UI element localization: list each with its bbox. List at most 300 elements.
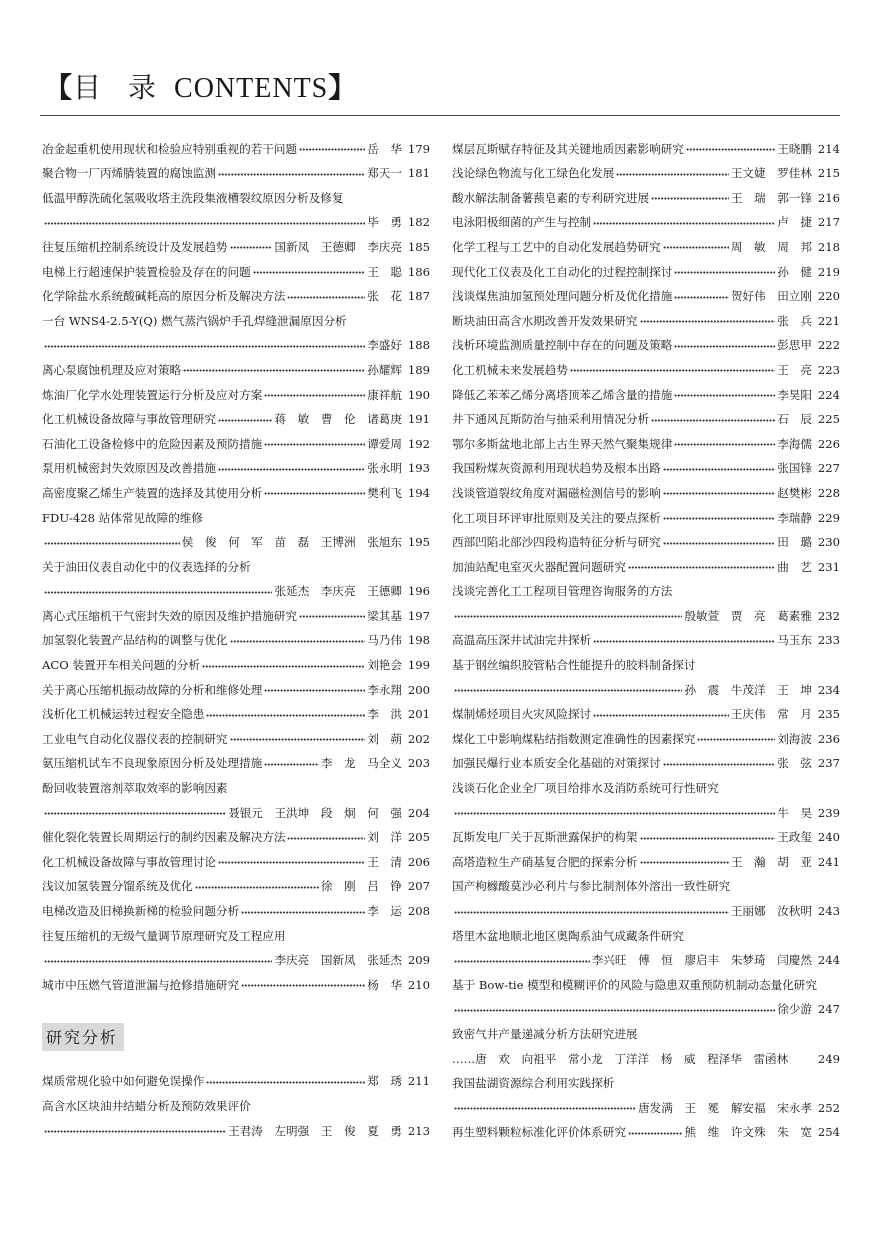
toc-line [42, 968, 430, 993]
toc-line [452, 747, 840, 772]
entry-title: 电泳阳极细菌的产生与控制 [452, 215, 592, 230]
toc-line [42, 280, 430, 305]
entry-title: 鄂尔多斯盆地北部上古生界天然气聚集规律 [452, 436, 673, 451]
leader-dots [264, 393, 365, 399]
toc-line [452, 427, 840, 452]
entry-page-number: 207 [407, 879, 430, 894]
entry-authors: 张延杰 李庆亮 王德卿 [274, 584, 402, 599]
entry-authors: 王文婕 罗佳林 [730, 166, 812, 181]
leader-dots [44, 958, 272, 964]
toc-entry[interactable] [42, 968, 430, 993]
toc-entry[interactable] [42, 771, 430, 820]
toc-entry[interactable] [452, 1017, 840, 1066]
leader-dots [218, 466, 365, 472]
toc-entry[interactable] [452, 624, 840, 649]
entry-authors: 唐发满 王 冕 解安福 宋永孝 [638, 1100, 812, 1115]
toc-entry[interactable] [452, 870, 840, 919]
toc-line [452, 304, 840, 329]
entry-authors: 田 璐 [777, 535, 812, 550]
entry-page-number: 192 [407, 436, 430, 451]
leader-dots [218, 860, 365, 866]
leader-dots [253, 270, 366, 276]
toc-line [42, 230, 430, 255]
toc-entry[interactable] [452, 378, 840, 403]
entry-page-number: 223 [817, 362, 840, 377]
entry-page-number: 222 [817, 338, 840, 353]
toc-line [42, 624, 430, 649]
leader-dots [299, 614, 365, 620]
toc-entry[interactable] [452, 722, 840, 747]
entry-page-number: 216 [817, 190, 840, 205]
toc-entry[interactable] [42, 132, 430, 157]
entry-authors: 康祥航 [367, 387, 402, 402]
leader-dots [663, 466, 776, 472]
entry-page-number: 237 [817, 756, 840, 771]
toc-entry[interactable] [452, 698, 840, 723]
entry-title: 炼油厂化学水处理装置运行分析及应对方案 [42, 387, 263, 402]
toc-line [42, 378, 430, 403]
entry-title: FDU-428 站体常见故障的维修 [42, 510, 203, 525]
toc-entry[interactable] [42, 747, 430, 772]
entry-authors: 国新凤 王德卿 李庆亮 [274, 239, 402, 254]
toc-entry[interactable] [452, 403, 840, 428]
toc-entry[interactable] [42, 230, 430, 255]
entry-page-number: 188 [407, 338, 430, 353]
entry-title: 一台 WNS4-2.5-Y(Q) 燃气蒸汽锅炉手孔焊缝泄漏原因分析 [42, 313, 347, 328]
toc-line [42, 919, 430, 944]
toc-entry[interactable] [452, 919, 840, 968]
entry-page-number: 202 [407, 731, 430, 746]
bracket-open: 【 [44, 73, 74, 104]
entry-authors: 王 清 [367, 854, 402, 869]
entry-title: 基于 Bow-tie 模型和模糊评价的风险与隐患双重预防机制动态量化研究 [452, 977, 817, 992]
leader-dots [299, 147, 365, 153]
toc-line [452, 894, 840, 919]
toc-line [42, 722, 430, 747]
toc-entry[interactable] [452, 1067, 840, 1116]
entry-page-number: 206 [407, 854, 430, 869]
entry-title: 聚合物一厂丙烯腈装置的腐蚀监测 [42, 166, 216, 181]
entry-title: 现代化工仪表及化工自动化的过程控制探讨 [452, 264, 673, 279]
entry-title: 浅议加氢装置分馏系统及优化 [42, 879, 193, 894]
header-rule [40, 115, 840, 116]
entry-authors: 李兴旺 傅 恒 廖启丰 朱梦琦 闫慶然 [591, 953, 812, 968]
leader-dots [264, 491, 365, 497]
entry-page-number: 247 [817, 1002, 840, 1017]
toc-line [452, 1017, 840, 1042]
entry-page-number: 214 [817, 141, 840, 156]
entry-page-number: 226 [817, 436, 840, 451]
entry-authors: 李永翔 [367, 682, 402, 697]
leader-dots [218, 417, 273, 423]
toc-column-right [452, 132, 840, 1140]
toc-line [452, 132, 840, 157]
toc-line [42, 206, 430, 231]
entry-title: 基于钢丝编织胶管粘合性能提升的胶料制备探讨 [452, 658, 696, 673]
entry-title: 酸水解法制备薯蓣皂素的专利研究进展 [452, 190, 650, 205]
entry-title: 关于油田仪表自动化中的仪表选择的分析 [42, 559, 251, 574]
entry-title: 浅论绿色物流与化工绿色化发展 [452, 166, 615, 181]
leader-dots [264, 442, 365, 448]
entry-title: 国产枸橼酸莫沙必利片与参比制剂体外溶出一致性研究 [452, 879, 731, 894]
entry-page-number: 203 [407, 756, 430, 771]
toc-entry[interactable] [42, 648, 430, 673]
leader-dots [593, 220, 775, 226]
leader-dots [454, 614, 682, 620]
toc-entry[interactable] [452, 157, 840, 182]
entry-page-number: 254 [817, 1125, 840, 1140]
toc-line [452, 968, 840, 993]
entry-authors: 卢 捷 [777, 215, 812, 230]
entry-page-number: 208 [407, 904, 430, 918]
leader-dots [454, 1007, 775, 1013]
entry-authors: 郑天一 [367, 166, 402, 181]
toc-line [452, 1067, 840, 1092]
toc-line [452, 452, 840, 477]
toc-entry[interactable] [42, 452, 430, 477]
entry-title: 再生塑料颗粒标准化评价体系研究 [452, 1125, 626, 1140]
toc-line [42, 894, 430, 919]
toc-entry[interactable] [452, 501, 840, 526]
toc-line [452, 944, 840, 969]
leader-dots [651, 196, 729, 202]
toc-line [452, 329, 840, 354]
entry-title: 高塔造粒生产硝基复合肥的探索分析 [452, 854, 638, 869]
toc-line [452, 476, 840, 501]
entry-authors: 孙 健 [777, 264, 812, 279]
entry-title: 离心泵腐蚀机理及应对策略 [42, 362, 182, 377]
entry-title: 煤层瓦斯赋存特征及其关键地质因素影响研究 [452, 141, 684, 156]
leader-dots [264, 761, 319, 767]
entry-authors: 周 敏 周 邦 [730, 239, 812, 254]
toc-line [452, 1091, 840, 1116]
toc-line [42, 403, 430, 428]
entry-authors: 李庆亮 国新凤 张延杰 [274, 953, 402, 968]
toc-column-left [42, 132, 430, 1139]
leader-dots [230, 245, 273, 251]
entry-title: 化学工程与工艺中的自动化发展趋势研究 [452, 239, 661, 254]
entry-title: 工业电气自动化仪器仪表的控制研究 [42, 731, 228, 746]
leader-dots [663, 491, 776, 497]
toc-entry[interactable] [42, 1089, 430, 1138]
entry-title: 电梯改造及旧梯换新梯的检验问题分析 [42, 904, 240, 918]
entry-authors: 牛 昊 [777, 805, 812, 820]
leader-dots [570, 368, 775, 374]
toc-line [42, 181, 430, 206]
leader-dots [206, 712, 365, 718]
leader-dots [454, 958, 590, 964]
entry-authors: 曲 艺 [777, 559, 812, 574]
toc-header [44, 64, 357, 114]
toc-entry[interactable] [452, 1116, 840, 1141]
entry-page-number: 252 [817, 1100, 840, 1115]
leader-dots [674, 393, 775, 399]
entry-title: 低温甲醇洗硫化氢吸收塔主洗段集液槽裂纹原因分析及修复 [42, 190, 344, 205]
entry-title: 西部凹陷北部沙四段构造特征分析与研究 [452, 535, 661, 550]
toc-entry[interactable] [452, 845, 840, 870]
entry-title: 冶金起重机使用现状和检验应特别重视的若干问题 [42, 141, 298, 156]
entry-title: 煤制烯烃项目火灾风险探讨 [452, 707, 592, 722]
toc-entry[interactable] [42, 698, 430, 723]
toc-entry[interactable] [42, 870, 430, 895]
section-heading: 研究分析 [42, 1023, 124, 1051]
entry-authors: 刘海波 [777, 731, 812, 746]
entry-authors: 王 瑞 郭一锋 [730, 190, 812, 205]
toc-line [452, 230, 840, 255]
leader-dots [183, 368, 365, 374]
toc-line [42, 304, 430, 329]
toc-entry[interactable] [452, 132, 840, 157]
entry-page-number: 195 [407, 535, 430, 550]
entry-authors: 张永明 [367, 461, 402, 476]
leader-dots [593, 638, 775, 644]
entry-authors: 王 聪 [367, 264, 402, 279]
toc-entry[interactable] [452, 353, 840, 378]
toc-line [452, 870, 840, 895]
entry-title: 高温高压深井试油完井探析 [452, 633, 592, 648]
toc-entry[interactable] [452, 550, 840, 575]
toc-line [452, 550, 840, 575]
toc-entry[interactable] [42, 353, 430, 378]
leader-dots [663, 245, 729, 251]
entry-page-number: 193 [407, 461, 430, 476]
toc-line [42, 353, 430, 378]
toc-entry[interactable] [42, 550, 430, 599]
entry-page-number: 229 [817, 510, 840, 525]
toc-line [452, 280, 840, 305]
entry-title: 关于离心压缩机振动故障的分析和维修处理 [42, 682, 263, 697]
entry-page-number: 228 [817, 485, 840, 500]
toc-entry[interactable] [42, 280, 430, 305]
toc-line [452, 255, 840, 280]
entry-page-number: 190 [407, 387, 430, 402]
leader-dots [640, 319, 776, 325]
toc-entry[interactable] [42, 403, 430, 428]
entry-authors: 张 兵 [777, 313, 812, 328]
toc-entry[interactable] [452, 255, 840, 280]
entry-authors: 李 龙 马全义 [320, 756, 402, 771]
entry-authors: 杨 华 [367, 977, 402, 992]
leader-dots [218, 171, 365, 177]
entry-authors: 徐 刚 吕 铮 [320, 879, 402, 894]
entry-page-number: 204 [407, 805, 430, 820]
toc-entry[interactable] [452, 476, 840, 501]
entry-page-number: 240 [817, 830, 840, 845]
toc-entry[interactable] [452, 329, 840, 354]
entry-page-number: 187 [407, 289, 430, 304]
toc-line [42, 526, 430, 551]
toc-line [452, 526, 840, 551]
toc-entry[interactable] [452, 181, 840, 206]
leader-dots [241, 983, 365, 989]
entry-page-number: 215 [817, 166, 840, 181]
entry-authors: 王庆伟 常 月 [730, 707, 812, 722]
toc-entries-right [452, 132, 840, 1140]
entry-title: 降低乙苯苯乙烯分离塔顶苯乙烯含量的措施 [452, 387, 673, 402]
toc-entry[interactable] [42, 821, 430, 846]
toc-entry[interactable] [42, 1065, 430, 1090]
entry-title: 井下通风瓦斯防治与抽采利用情况分析 [452, 412, 650, 427]
toc-entry[interactable] [42, 378, 430, 403]
entry-authors: 马乃伟 [367, 633, 402, 648]
toc-line [452, 771, 840, 796]
toc-line [452, 796, 840, 821]
toc-entry[interactable] [42, 673, 430, 698]
leader-dots [454, 909, 729, 915]
toc-entry[interactable] [452, 968, 840, 1017]
toc-entry[interactable] [452, 648, 840, 697]
entry-page-number: 186 [407, 264, 430, 279]
entry-authors: 王丽娜 汝秋明 [730, 904, 812, 918]
toc-entry[interactable] [452, 304, 840, 329]
toc-entry[interactable] [452, 747, 840, 772]
toc-entry[interactable] [42, 181, 430, 230]
toc-entry[interactable] [452, 206, 840, 231]
entry-authors: 熊 维 许文殊 朱 宽 [684, 1125, 812, 1140]
entry-page-number: 198 [407, 633, 430, 648]
toc-entry[interactable] [42, 894, 430, 919]
toc-entry[interactable] [42, 845, 430, 870]
toc-entry[interactable] [42, 722, 430, 747]
toc-entry[interactable] [42, 157, 430, 182]
entry-authors: 郑 琇 [367, 1074, 402, 1089]
entry-page-number: 234 [817, 682, 840, 697]
toc-line [42, 452, 430, 477]
toc-entry[interactable] [42, 599, 430, 624]
entry-page-number: 218 [817, 239, 840, 254]
entry-title: 泵用机械密封失效原因及改善措施 [42, 461, 216, 476]
entry-title: 化工机械设备故障与事故管理研究 [42, 412, 216, 427]
entry-title: 煤化工中影响煤粘结指数测定准确性的因素探究 [452, 731, 696, 746]
leader-dots [674, 270, 775, 276]
toc-entry[interactable] [42, 476, 430, 501]
leader-dots [686, 147, 775, 153]
entry-title: 催化裂化装置长周期运行的制约因素及解决方法 [42, 830, 286, 845]
leader-dots [44, 540, 180, 546]
toc-line [452, 378, 840, 403]
entry-title: 浅谈煤焦油加氢预处理问题分析及优化措施 [452, 289, 673, 304]
toc-line [42, 550, 430, 575]
entry-authors: ……唐 欢 向祖平 常小龙 丁洋洋 杨 威 程泽华 雷函林 [452, 1051, 789, 1066]
toc-line [452, 181, 840, 206]
entry-title: 断块油田高含水期改善开发效果研究 [452, 313, 638, 328]
toc-line [452, 575, 840, 600]
toc-line [42, 157, 430, 182]
entry-authors: 彭思甲 [777, 338, 812, 353]
bracket-close: 】 [328, 73, 358, 104]
entry-page-number: 230 [817, 535, 840, 550]
toc-line [452, 403, 840, 428]
toc-line [42, 698, 430, 723]
toc-line [42, 1065, 430, 1090]
entry-title: 我国盐湖资源综合利用实践探析 [452, 1076, 615, 1091]
entry-authors: 王晓鹏 [777, 141, 812, 156]
toc-line [42, 648, 430, 673]
toc-line [42, 501, 430, 526]
entry-title: 我国粉煤灰资源利用现状趋势及根本出路 [452, 461, 661, 476]
entry-page-number: 185 [407, 239, 430, 254]
entry-title: 化工机械未来发展趋势 [452, 362, 568, 377]
toc-line [42, 476, 430, 501]
entry-title: ACO 装置开车相关问题的分析 [42, 658, 200, 673]
toc-line [42, 821, 430, 846]
entry-title: 化工项目环评审批原则及关注的要点探析 [452, 510, 661, 525]
entry-page-number: 197 [407, 608, 430, 623]
leader-dots [640, 835, 776, 841]
entry-page-number: 205 [407, 830, 430, 845]
toc-entry[interactable] [42, 304, 430, 353]
toc-entry[interactable] [452, 575, 840, 624]
toc-entry[interactable] [452, 280, 840, 305]
leader-dots [454, 811, 775, 817]
entry-page-number: 209 [407, 953, 430, 968]
entry-title: 化工机械设备故障与事故管理讨论 [42, 854, 216, 869]
toc-line [452, 673, 840, 698]
entry-page-number: 210 [407, 977, 430, 992]
entry-page-number: 200 [407, 682, 430, 697]
entry-title: 往复压缩机的无级气量调节原理研究及工程应用 [42, 928, 286, 943]
toc-entry[interactable] [452, 526, 840, 551]
leader-dots [628, 565, 775, 571]
entry-page-number: 220 [817, 289, 840, 304]
toc-entry[interactable] [42, 624, 430, 649]
leader-dots [663, 516, 776, 522]
entry-title: 浅析化工机械运转过程安全隐患 [42, 707, 205, 722]
entry-title: 离心式压缩机干气密封失效的原因及维护措施研究 [42, 608, 298, 623]
entry-page-number: 217 [817, 215, 840, 230]
toc-line [42, 599, 430, 624]
toc-line [452, 698, 840, 723]
toc-entry[interactable] [452, 230, 840, 255]
entry-authors: 王政玺 [777, 830, 812, 845]
leader-dots [663, 540, 776, 546]
toc-entry[interactable] [42, 255, 430, 280]
entry-title: 加强民爆行业本质安全化基础的对策探讨 [452, 756, 661, 771]
toc-line [42, 427, 430, 452]
toc-entries-section [42, 1065, 430, 1139]
entry-page-number: 182 [407, 215, 430, 230]
leader-dots [593, 712, 729, 718]
toc-entry[interactable] [42, 427, 430, 452]
toc-line [42, 870, 430, 895]
entry-authors: 石 辰 [777, 412, 812, 427]
toc-line [452, 993, 840, 1018]
toc-entry[interactable] [452, 452, 840, 477]
entry-authors: 蒋 敏 曹 伦 诸葛庚 [274, 412, 402, 427]
toc-line [42, 845, 430, 870]
entry-title: 加油站配电室灭火器配置问题研究 [452, 559, 626, 574]
toc-entry[interactable] [452, 771, 840, 820]
entry-page-number: 194 [407, 485, 430, 500]
toc-entry[interactable] [42, 919, 430, 968]
leader-dots [230, 638, 366, 644]
entry-page-number: 227 [817, 461, 840, 476]
entry-page-number: 191 [407, 412, 430, 427]
leader-dots [202, 663, 365, 669]
toc-line [42, 944, 430, 969]
leader-dots [44, 1129, 226, 1135]
toc-line [452, 1042, 840, 1067]
entry-page-number: 179 [407, 141, 430, 156]
entry-page-number: 231 [817, 559, 840, 574]
toc-line [42, 673, 430, 698]
entry-page-number: 225 [817, 412, 840, 427]
toc-entry[interactable] [452, 821, 840, 846]
toc-entry[interactable] [452, 427, 840, 452]
entry-authors: 王君涛 左明强 王 俊 夏 勇 [228, 1123, 402, 1138]
entry-authors: 李盛好 [367, 338, 402, 353]
toc-entry[interactable] [42, 501, 430, 550]
